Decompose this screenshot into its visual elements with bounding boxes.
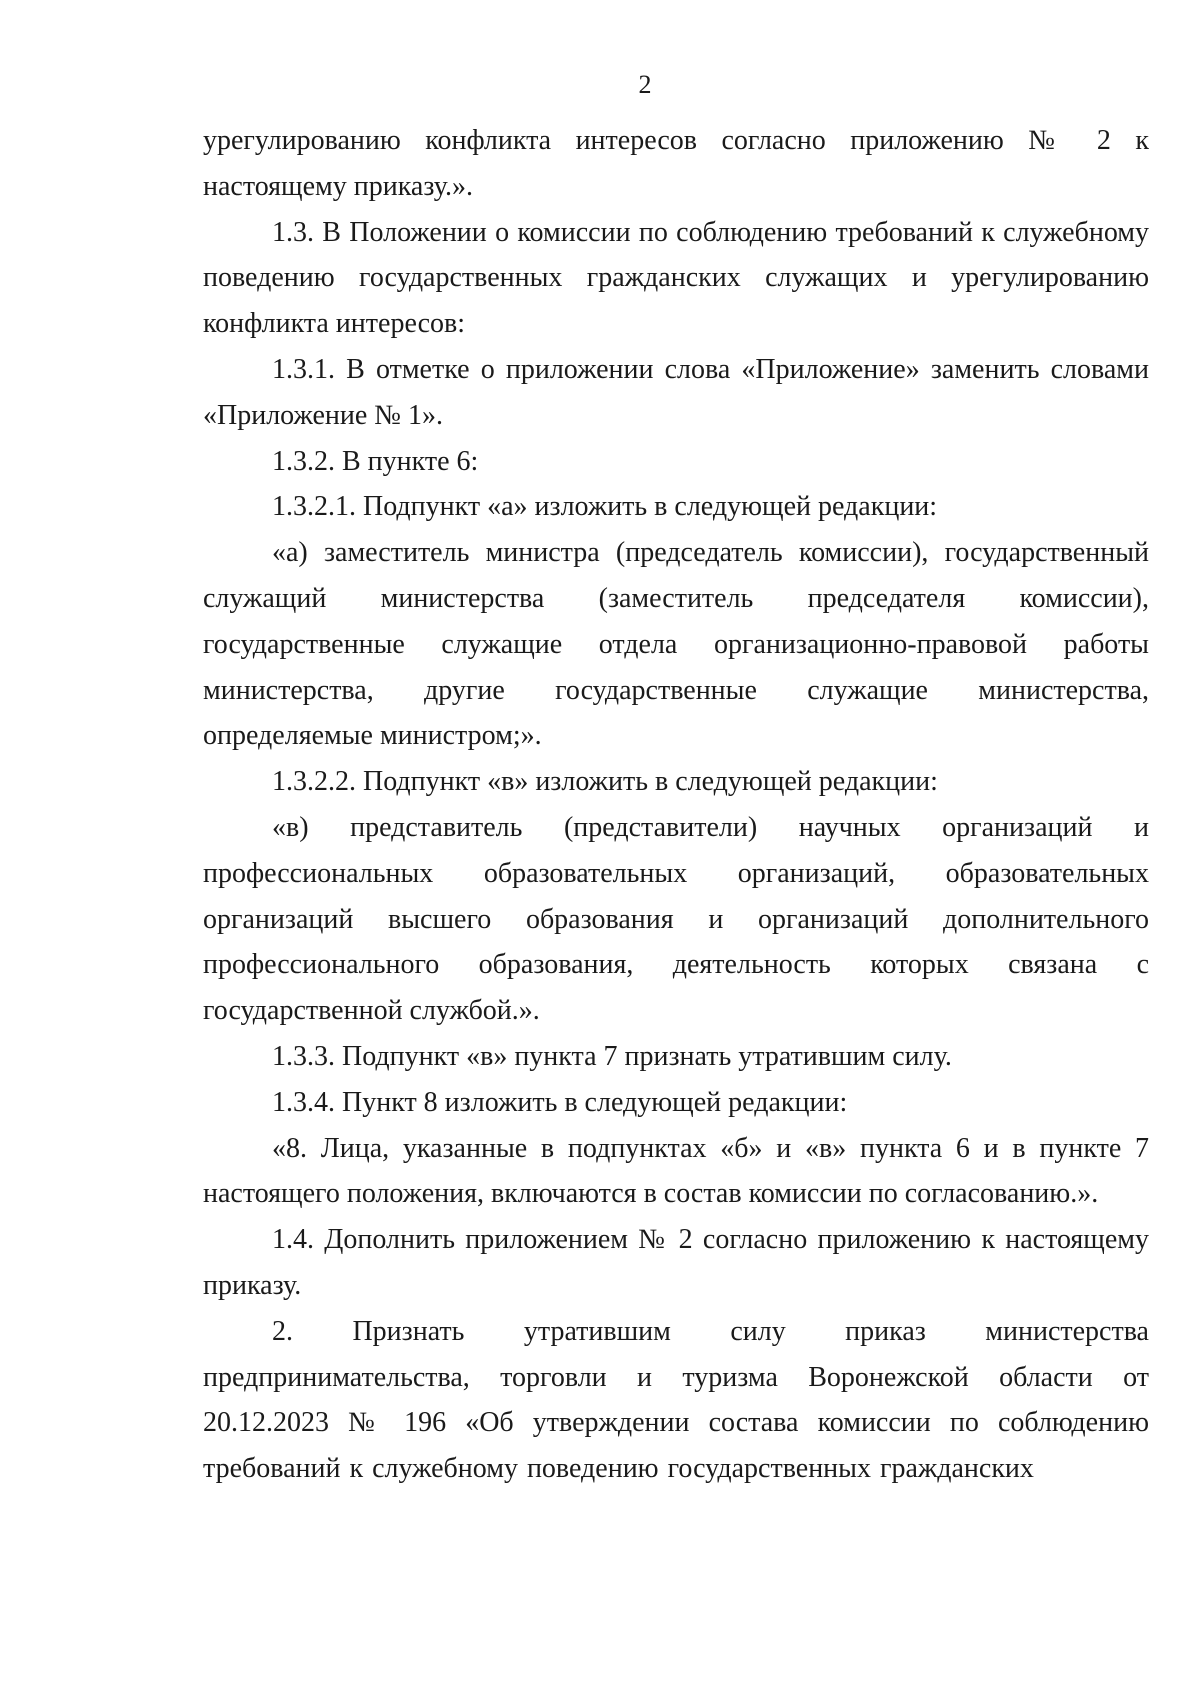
paragraph-1-3-2: 1.3.2. В пункте 6: — [272, 445, 479, 477]
paragraph-subitem-a: «а) заместитель министра (председатель комиссии), государственный служащий министерства (заместитель председателя комиссии), государственные служащие отдела организационно-правовой работы министерства, другие государственные служащие министерства, определяемые министром;». — [203, 537, 1149, 752]
paragraph-1-3: 1.3. В Положении о комиссии по соблюдению требований к служебному поведению государственных гражданских служащих и урегулированию конфликта интересов: — [203, 216, 1149, 340]
document-body — [203, 118, 1149, 1492]
paragraph-1-3-4: 1.3.4. Пункт 8 изложить в следующей редакции: — [272, 1086, 848, 1118]
paragraph-subitem-v: «в) представитель (представители) научных организаций и профессиональных образовательных организаций, образовательных организаций высшего образования и организаций дополнительного профессионального образования, деятельность которых связана с государственной службой.». — [203, 811, 1149, 1027]
paragraph-item-8: «8. Лица, указанные в подпунктах «б» и «в» пункта 6 и в пункте 7 настоящего положения, включаются в состав комиссии по согласованию.». — [203, 1132, 1149, 1210]
paragraph-1-3-1: 1.3.1. В отметке о приложении слова «Приложение» заменить словами «Приложение № 1». — [203, 353, 1149, 431]
paragraph-1-3-3: 1.3.3. Подпункт «в» пункта 7 признать утратившим силу. — [272, 1040, 952, 1072]
paragraph-1-3-2-2: 1.3.2.2. Подпункт «в» изложить в следующей редакции: — [272, 766, 938, 798]
paragraph-continuation: урегулированию конфликта интересов согласно приложению № 2 к настоящему приказу.». — [203, 125, 1149, 202]
paragraph-2: 2. Признать утратившим силу приказ министерства предпринимательства, торговли и туризма Воронежской области от 20.12.2023 № 196 «Об утверждении состава комиссии по соблюдению требований к служебному поведению государственных гражданских — [203, 1315, 1149, 1485]
paragraph-1-4: 1.4. Дополнить приложением № 2 согласно приложению к настоящему приказу. — [203, 1224, 1149, 1301]
paragraph-1-3-2-1: 1.3.2.1. Подпункт «а» изложить в следующей редакции: — [272, 491, 938, 523]
page-number: 2 — [638, 70, 652, 99]
